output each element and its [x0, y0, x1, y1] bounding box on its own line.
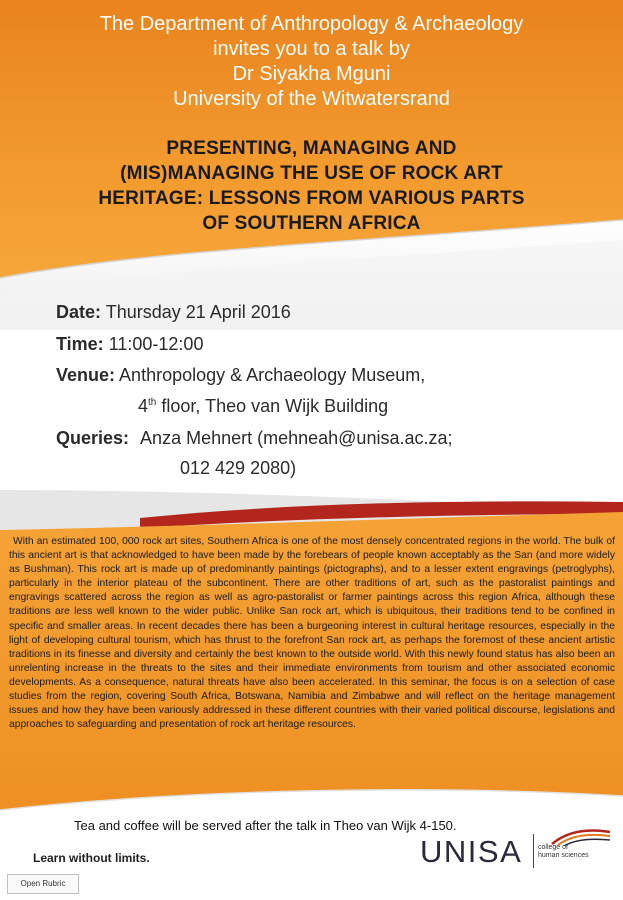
date-value: Thursday 21 April 2016: [105, 302, 291, 322]
venue-label: Venue:: [56, 365, 116, 385]
title-line-2: (MIS)MANAGING THE USE OF ROCK ART: [120, 163, 503, 184]
queries-value: Anza Mehnert (mehneah@unisa.ac.za;: [140, 428, 453, 448]
header-speaker: Dr Siyakha Mguni: [232, 63, 391, 85]
slogan: Learn without limits.: [33, 851, 150, 865]
venue-floor-suffix: th: [148, 397, 157, 408]
queries-row: [56, 428, 453, 449]
queries-phone: 012 429 2080): [180, 458, 297, 478]
title-line-1: PRESENTING, MANAGING AND: [166, 138, 457, 159]
header-department: The Department of Anthropology & Archaeology: [99, 13, 524, 35]
talk-description: With an estimated 100, 000 rock art sites, Southern Africa is one of the most densely concentrated regions in the world. The bulk of this ancient art is that acknowledged to have been made by the forebears of people known acceptably as the San (and more widely as Bushman). This rock art is made up of predominantly paintings (pictographs), and to a lesser extent engravings (petroglyphs), particularly in the interior plateau of the subcontinent. There are other traditions of art, such as the pastoralist paintings and engravings scattered across the region as well as agro-pastoralist or farmer paintings across this region Africa, although these traditions are less well known to the wider public. Unlike San rock art, which is ubiquitous, their traditions tend to be confined in specific and smaller areas. In recent decades there has been a burgeoning interest in cultural heritage resources, especially in the light of developing cultural tourism, which has thrust to the forefront San rock art, as perhaps the foremost of these ancient artistic traditions in its finesse and diversity and certainly the best known to the outside world. With this newly found status has also been an unrelenting increase in the threats to the sites and their immediate environments from tourism and other associated economic developments. As a consequence, natural threats have also been accelerated. In this seminar, the focus is on a selection of case studies from the region, covering South Africa, Botswana, Namibia and Zimbabwe and will reflect on the heritage management issues and how they have been variously addressed in these different countries with their varied political discourse, legislations and approaches to safeguarding and presentation of rock art heritage resources.: [9, 536, 615, 731]
title-line-3: HERITAGE: LESSONS FROM VARIOUS PARTS: [98, 188, 525, 209]
venue-row-2: [138, 396, 388, 417]
logo-divider: [533, 834, 534, 868]
time-label: Time:: [56, 334, 104, 354]
open-rubric-button[interactable]: Open Rubric: [7, 874, 79, 894]
header: [0, 12, 623, 112]
refreshments-note: Tea and coffee will be served after the talk in Theo van Wijk 4-150.: [74, 818, 457, 833]
header-invite: invites you to a talk by: [213, 38, 410, 60]
unisa-logo-text: UNISA: [420, 834, 523, 869]
date-label: Date:: [56, 302, 102, 322]
header-university: University of the Witwatersrand: [173, 88, 450, 110]
logo-subtitle-line-2: human sciences: [538, 852, 589, 859]
unisa-logo: [420, 828, 620, 872]
title-line-4: OF SOUTHERN AFRICA: [202, 213, 421, 234]
queries-label: Queries:: [56, 428, 130, 448]
time-row: [56, 334, 203, 355]
venue-floor: 4: [138, 396, 149, 416]
venue-value: Anthropology & Archaeology Museum,: [119, 365, 426, 385]
date-row: [56, 302, 291, 323]
venue-building: floor, Theo van Wijk Building: [161, 396, 389, 416]
logo-subtitle: [538, 844, 589, 860]
unisa-logo-mark-icon: [550, 826, 612, 846]
time-value: 11:00-12:00: [108, 334, 204, 354]
logo-subtitle-line-1: college of: [538, 844, 568, 851]
venue-row: [56, 365, 425, 386]
